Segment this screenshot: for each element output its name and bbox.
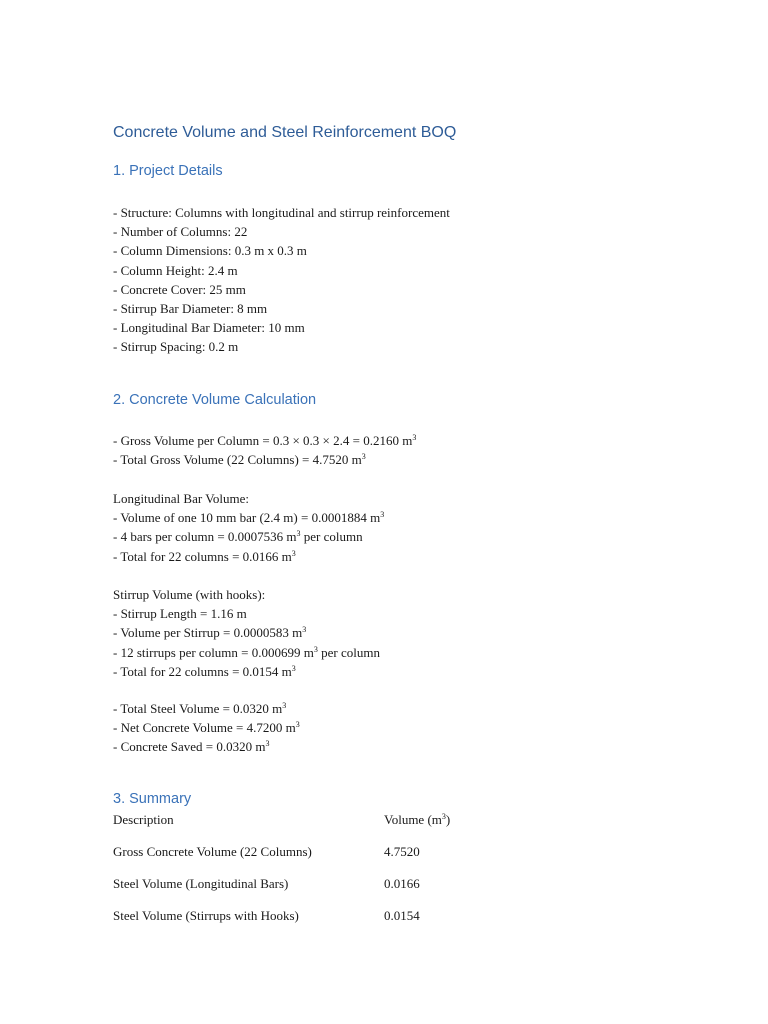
cube-superscript: 3	[302, 625, 307, 635]
summary-table	[113, 812, 633, 940]
longitudinal-bar-block	[113, 489, 384, 566]
column-header-volume-text: Volume (m	[384, 812, 442, 827]
cube-superscript: 3	[291, 663, 296, 673]
column-header-volume	[384, 812, 450, 828]
cube-superscript: 3	[296, 529, 301, 539]
row-volume: 0.0154	[384, 908, 420, 923]
stirrup-volume-line	[113, 662, 380, 681]
line-text: - Total for 22 columns = 0.0166 m	[113, 548, 292, 564]
project-details-list	[113, 203, 450, 357]
document-title: Concrete Volume and Steel Reinforcement BOQ	[113, 124, 457, 141]
section-heading-project-details: 1. Project Details	[113, 163, 223, 179]
column-header-volume-close: )	[445, 812, 451, 827]
cube-superscript: 3	[291, 548, 296, 558]
line-suffix: per column	[317, 644, 380, 660]
stirrup-volume-block	[113, 585, 380, 681]
cube-superscript: 3	[361, 452, 366, 462]
row-description: Steel Volume (Stirrups with Hooks)	[113, 908, 299, 923]
summary-header-row	[113, 812, 633, 844]
cube-superscript: 3	[265, 739, 270, 749]
cube-superscript: 3	[282, 701, 287, 710]
line-text: - Volume of one 10 mm bar (2.4 m) = 0.0001884 m	[113, 510, 381, 526]
line-text: - Gross Volume per Column = 0.3 × 0.3 × 2.4 = 0.2160 m	[113, 433, 413, 448]
line-text: - Volume per Stirrup = 0.0000583 m	[113, 625, 303, 641]
line-text: - Total Steel Volume = 0.0320 m	[113, 701, 283, 716]
line-text: - Total for 22 columns = 0.0154 m	[113, 663, 292, 679]
longitudinal-bar-line	[113, 508, 384, 527]
total-gross-volume	[113, 450, 416, 469]
stirrup-length-line: - Stirrup Length = 1.16 m	[113, 606, 247, 622]
longitudinal-bar-title: Longitudinal Bar Volume:	[113, 491, 250, 506]
cube-superscript: 3	[412, 433, 417, 442]
section-heading-concrete-volume: 2. Concrete Volume Calculation	[113, 392, 317, 408]
table-row	[113, 908, 633, 940]
row-volume: 4.7520	[384, 844, 420, 859]
project-detail-line: - Column Dimensions: 0.3 m x 0.3 m	[113, 243, 307, 259]
stirrup-volume-title: Stirrup Volume (with hooks):	[113, 587, 266, 602]
cube-superscript: 3	[441, 812, 446, 821]
longitudinal-bar-line	[113, 527, 384, 546]
project-detail-line: - Stirrup Bar Diameter: 8 mm	[113, 300, 268, 316]
gross-volume-per-column	[113, 431, 416, 450]
concrete-saved	[113, 737, 300, 756]
column-header-description: Description	[113, 812, 174, 827]
row-description: Steel Volume (Longitudinal Bars)	[113, 876, 289, 891]
longitudinal-bar-line	[113, 547, 384, 566]
table-row	[113, 876, 633, 908]
total-steel-volume	[113, 699, 300, 718]
gross-volume-block	[113, 431, 416, 469]
project-detail-line: - Column Height: 2.4 m	[113, 262, 238, 278]
stirrup-volume-line	[113, 623, 380, 642]
line-suffix: per column	[300, 529, 363, 545]
project-detail-line: - Longitudinal Bar Diameter: 10 mm	[113, 320, 305, 336]
section-heading-summary: 3. Summary	[113, 791, 192, 807]
project-detail-line: - Number of Columns: 22	[113, 224, 248, 240]
cube-superscript: 3	[295, 720, 300, 730]
row-description: Gross Concrete Volume (22 Columns)	[113, 844, 312, 859]
line-text: - Concrete Saved = 0.0320 m	[113, 739, 266, 755]
table-row	[113, 844, 633, 876]
totals-block	[113, 699, 300, 757]
line-text: - Total Gross Volume (22 Columns) = 4.7520 m	[113, 452, 362, 468]
cube-superscript: 3	[380, 510, 385, 520]
stirrup-volume-line	[113, 643, 380, 662]
line-text: - 4 bars per column = 0.0007536 m	[113, 529, 297, 545]
line-text: - Net Concrete Volume = 4.7200 m	[113, 720, 296, 736]
line-text: - 12 stirrups per column = 0.000699 m	[113, 644, 314, 660]
row-volume: 0.0166	[384, 876, 420, 891]
project-detail-line: - Stirrup Spacing: 0.2 m	[113, 339, 239, 355]
net-concrete-volume	[113, 718, 300, 737]
cube-superscript: 3	[313, 644, 318, 654]
project-detail-line: - Concrete Cover: 25 mm	[113, 281, 246, 297]
project-detail-line: - Structure: Columns with longitudinal and stirrup reinforcement	[113, 205, 450, 220]
